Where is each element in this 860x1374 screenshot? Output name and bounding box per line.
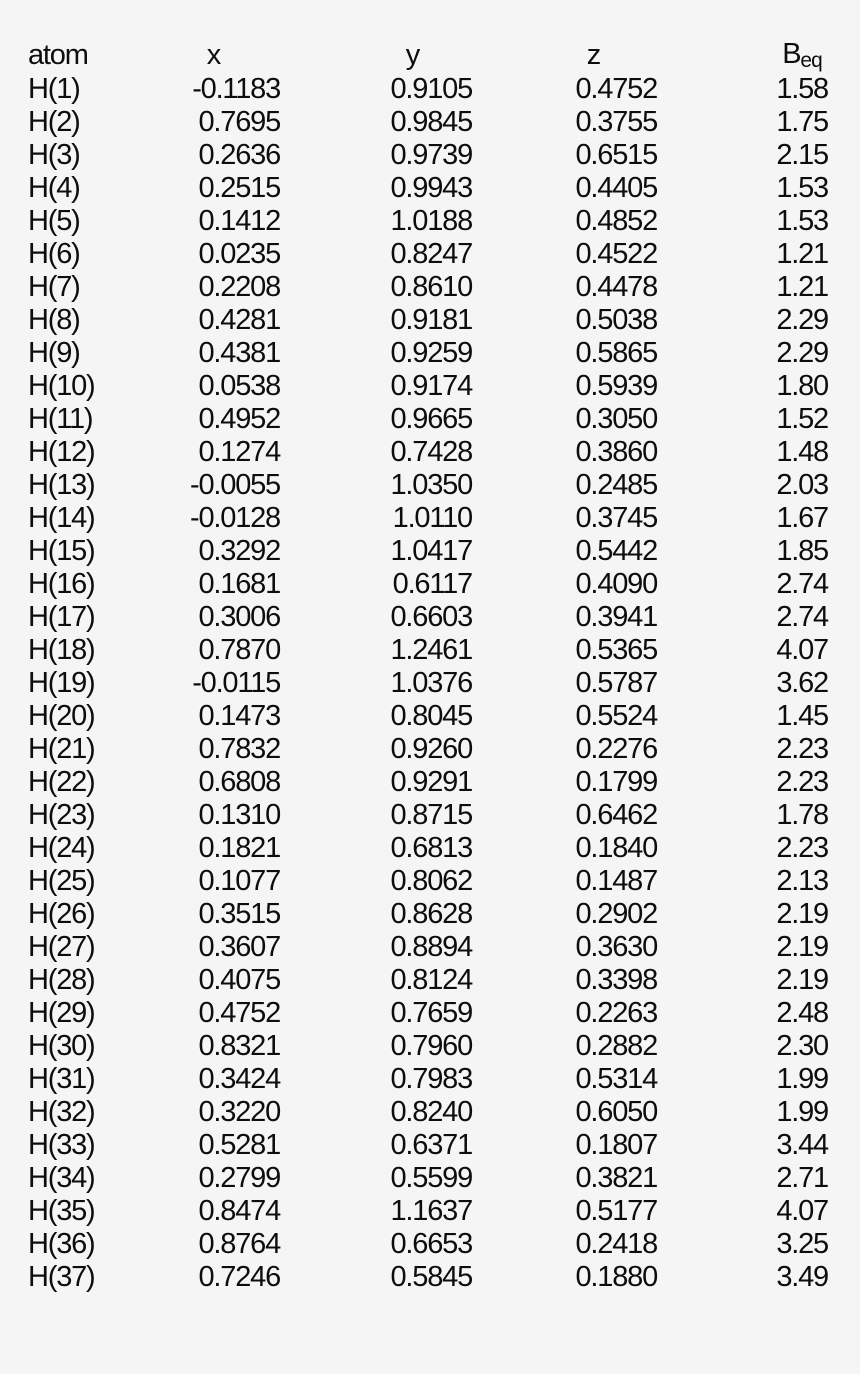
cell-beq: 2.48 [776,996,828,1029]
cell-beq: 1.99 [776,1095,828,1128]
table-body [28,73,828,1294]
table-row [28,1261,828,1294]
cell-y: 0.6117 [392,567,472,600]
cell-x: 0.7832 [198,732,280,765]
cell-x: 0.3607 [198,930,280,963]
cell-x: 0.4281 [198,303,280,336]
cell-atom: H(13) [28,468,95,501]
cell-beq: 1.58 [776,72,828,105]
cell-beq: 2.71 [776,1161,828,1194]
cell-beq: 1.52 [776,402,828,435]
cell-atom: H(5) [28,204,80,237]
cell-atom: H(6) [28,237,80,270]
cell-x: 0.6808 [198,765,280,798]
cell-y: 1.1637 [390,1194,472,1227]
cell-beq: 2.23 [776,765,828,798]
cell-y: 0.5599 [390,1161,472,1194]
cell-y: 0.7428 [390,435,472,468]
cell-y: 0.8045 [390,699,472,732]
cell-x: 0.1310 [198,798,280,831]
cell-y: 0.9845 [390,105,472,138]
cell-y: 1.0110 [392,501,472,534]
cell-beq: 2.30 [776,1029,828,1062]
cell-atom: H(36) [28,1227,95,1260]
cell-beq: 2.74 [776,600,828,633]
cell-beq: 2.13 [776,864,828,897]
cell-z: 0.6050 [575,1095,657,1128]
cell-y: 0.9291 [390,765,472,798]
cell-z: 0.4852 [575,204,657,237]
cell-beq: 1.80 [776,369,828,402]
table-row [28,667,828,700]
cell-z: 0.4752 [575,72,657,105]
table-row [28,931,828,964]
cell-atom: H(22) [28,765,95,798]
cell-y: 0.6653 [390,1227,472,1260]
cell-beq: 1.75 [776,105,828,138]
cell-z: 0.4478 [575,270,657,303]
cell-y: 0.9943 [390,171,472,204]
cell-x: 0.4752 [198,996,280,1029]
cell-beq: 2.74 [776,567,828,600]
cell-z: 0.5939 [575,369,657,402]
cell-beq: 4.07 [776,1194,828,1227]
cell-y: 0.5845 [390,1260,472,1293]
table-row [28,502,828,535]
cell-z: 0.5365 [575,633,657,666]
table-row [28,733,828,766]
cell-beq: 2.15 [776,138,828,171]
cell-z: 0.3860 [575,435,657,468]
cell-z: 0.3630 [575,930,657,963]
cell-y: 0.9105 [390,72,472,105]
cell-y: 0.9739 [390,138,472,171]
cell-z: 0.1880 [575,1260,657,1293]
cell-z: 0.3941 [575,600,657,633]
cell-z: 0.2276 [575,732,657,765]
cell-x: 0.1412 [198,204,280,237]
cell-atom: H(12) [28,435,95,468]
cell-y: 0.8894 [390,930,472,963]
cell-x: -0.0115 [192,666,280,699]
cell-x: 0.3292 [198,534,280,567]
cell-y: 1.0188 [390,204,472,237]
cell-atom: H(31) [28,1062,95,1095]
cell-z: 0.5524 [575,699,657,732]
cell-z: 0.5177 [575,1194,657,1227]
cell-atom: H(15) [28,534,95,567]
cell-beq: 4.07 [776,633,828,666]
cell-z: 0.3398 [575,963,657,996]
column-header-beq [657,38,828,73]
cell-x: 0.4075 [198,963,280,996]
cell-atom: H(18) [28,633,95,666]
cell-beq: 1.78 [776,798,828,831]
cell-y: 0.7960 [390,1029,472,1062]
cell-z: 0.6515 [575,138,657,171]
cell-x: 0.4381 [198,336,280,369]
cell-y: 0.7983 [390,1062,472,1095]
table-row [28,271,828,304]
cell-z: 0.5787 [575,666,657,699]
cell-beq: 3.44 [776,1128,828,1161]
cell-z: 0.3050 [575,402,657,435]
cell-x: 0.0235 [198,237,280,270]
column-header-y: y [405,38,419,71]
table-row [28,1228,828,1261]
column-header-x: x [206,38,220,71]
cell-atom: H(4) [28,171,80,204]
cell-y: 0.6813 [390,831,472,864]
cell-atom: H(20) [28,699,95,732]
table-row [28,766,828,799]
table-row [28,403,828,436]
table-row [28,865,828,898]
cell-z: 0.2902 [575,897,657,930]
table-row [28,370,828,403]
cell-x: 0.4952 [198,402,280,435]
cell-y: 0.9665 [390,402,472,435]
cell-beq: 1.85 [776,534,828,567]
cell-x: 0.2799 [198,1161,280,1194]
cell-y: 1.2461 [390,633,472,666]
cell-x: -0.0055 [190,468,280,501]
cell-atom: H(11) [28,402,93,435]
cell-y: 0.8240 [390,1095,472,1128]
cell-atom: H(9) [28,336,80,369]
cell-beq: 1.21 [776,237,828,270]
header-row [28,38,828,73]
cell-z: 0.2485 [575,468,657,501]
cell-atom: H(10) [28,369,95,402]
coordinates-table [28,38,828,1294]
cell-beq: 2.19 [776,963,828,996]
table-row [28,1195,828,1228]
cell-y: 1.0350 [390,468,472,501]
cell-atom: H(26) [28,897,95,930]
cell-x: 0.1821 [198,831,280,864]
cell-atom: H(14) [28,501,95,534]
cell-z: 0.2882 [575,1029,657,1062]
table-row [28,1096,828,1129]
cell-atom: H(3) [28,138,80,171]
column-header-atom: atom [28,38,88,71]
cell-beq: 1.21 [776,270,828,303]
table-row [28,799,828,832]
table-row [28,469,828,502]
cell-beq: 2.23 [776,732,828,765]
cell-x: 0.3424 [198,1062,280,1095]
cell-z: 0.3745 [575,501,657,534]
cell-z: 0.5865 [575,336,657,369]
cell-z: 0.4522 [575,237,657,270]
cell-y: 0.9181 [390,303,472,336]
cell-x: 0.8764 [198,1227,280,1260]
table-row [28,139,828,172]
table-row [28,436,828,469]
cell-atom: H(29) [28,996,95,1029]
cell-x: 0.1077 [198,864,280,897]
cell-z: 0.2418 [575,1227,657,1260]
cell-atom: H(33) [28,1128,95,1161]
table-row [28,898,828,931]
table-row [28,1162,828,1195]
table-row [28,832,828,865]
cell-beq: 1.53 [776,204,828,237]
cell-z: 0.1840 [575,831,657,864]
cell-x: -0.0128 [190,501,280,534]
cell-atom: H(25) [28,864,95,897]
table-row [28,535,828,568]
cell-z: 0.1487 [575,864,657,897]
cell-z: 0.3755 [575,105,657,138]
cell-x: 0.1473 [198,699,280,732]
cell-z: 0.2263 [575,996,657,1029]
cell-beq: 2.19 [776,930,828,963]
cell-beq: 1.99 [776,1062,828,1095]
cell-beq: 2.23 [776,831,828,864]
cell-y: 0.8124 [390,963,472,996]
cell-atom: H(7) [28,270,80,303]
cell-beq: 2.29 [776,303,828,336]
cell-y: 0.6603 [390,600,472,633]
table-row [28,106,828,139]
table-row [28,601,828,634]
cell-atom: H(27) [28,930,95,963]
cell-atom: H(8) [28,303,80,336]
cell-atom: H(17) [28,600,95,633]
cell-atom: H(24) [28,831,95,864]
cell-y: 0.9259 [390,336,472,369]
cell-x: 0.8474 [198,1194,280,1227]
beq-label-base: B [782,38,801,70]
cell-x: 0.7246 [198,1260,280,1293]
cell-z: 0.6462 [575,798,657,831]
cell-x: 0.2208 [198,270,280,303]
table-row [28,304,828,337]
cell-x: 0.8321 [198,1029,280,1062]
cell-atom: H(2) [28,105,80,138]
cell-z: 0.4090 [575,567,657,600]
table-row [28,205,828,238]
cell-atom: H(21) [28,732,95,765]
cell-x: 0.2636 [198,138,280,171]
cell-beq: 3.25 [776,1227,828,1260]
cell-x: 0.7870 [198,633,280,666]
cell-beq: 2.19 [776,897,828,930]
cell-atom: H(35) [28,1194,95,1227]
cell-atom: H(28) [28,963,95,996]
cell-z: 0.5442 [575,534,657,567]
table-row [28,1063,828,1096]
cell-atom: H(30) [28,1029,95,1062]
cell-y: 0.8628 [390,897,472,930]
table-header [28,38,828,73]
table-row [28,997,828,1030]
cell-y: 1.0376 [390,666,472,699]
cell-x: 0.5281 [198,1128,280,1161]
beq-label-subscript: eq [800,48,822,72]
column-header-z: z [586,38,600,71]
cell-beq: 1.53 [776,171,828,204]
table-row [28,238,828,271]
table-row [28,964,828,997]
cell-atom: H(32) [28,1095,95,1128]
table-row [28,634,828,667]
table-row [28,1129,828,1162]
cell-y: 0.6371 [390,1128,472,1161]
cell-atom: H(23) [28,798,95,831]
table-row [28,568,828,601]
cell-x: 0.3006 [198,600,280,633]
cell-atom: H(34) [28,1161,95,1194]
cell-x: 0.1274 [198,435,280,468]
cell-beq: 2.03 [776,468,828,501]
cell-x: 0.0538 [198,369,280,402]
cell-z: 0.1807 [575,1128,657,1161]
cell-beq: 1.48 [776,435,828,468]
cell-z: 0.4405 [575,171,657,204]
cell-y: 0.9174 [390,369,472,402]
table-row [28,73,828,106]
cell-z: 0.5038 [575,303,657,336]
cell-atom: H(1) [28,72,80,105]
cell-x: 0.2515 [198,171,280,204]
cell-beq: 2.29 [776,336,828,369]
cell-y: 0.8610 [390,270,472,303]
cell-beq: 1.45 [776,699,828,732]
cell-y: 0.8062 [390,864,472,897]
cell-z: 0.3821 [575,1161,657,1194]
cell-atom: H(19) [28,666,95,699]
table-row [28,337,828,370]
cell-beq: 3.49 [776,1260,828,1293]
cell-y: 0.9260 [390,732,472,765]
cell-atom: H(37) [28,1260,95,1293]
cell-beq: 3.62 [776,666,828,699]
cell-atom: H(16) [28,567,95,600]
table-row [28,1030,828,1063]
cell-x: -0.1183 [192,72,280,105]
cell-y: 0.8715 [390,798,472,831]
cell-y: 0.8247 [390,237,472,270]
cell-beq: 1.67 [776,501,828,534]
cell-x: 0.3515 [198,897,280,930]
table-row [28,172,828,205]
cell-z: 0.1799 [575,765,657,798]
cell-x: 0.3220 [198,1095,280,1128]
cell-y: 0.7659 [390,996,472,1029]
cell-x: 0.7695 [198,105,280,138]
table-row [28,700,828,733]
cell-z: 0.5314 [575,1062,657,1095]
cell-y: 1.0417 [390,534,472,567]
cell-x: 0.1681 [198,567,280,600]
